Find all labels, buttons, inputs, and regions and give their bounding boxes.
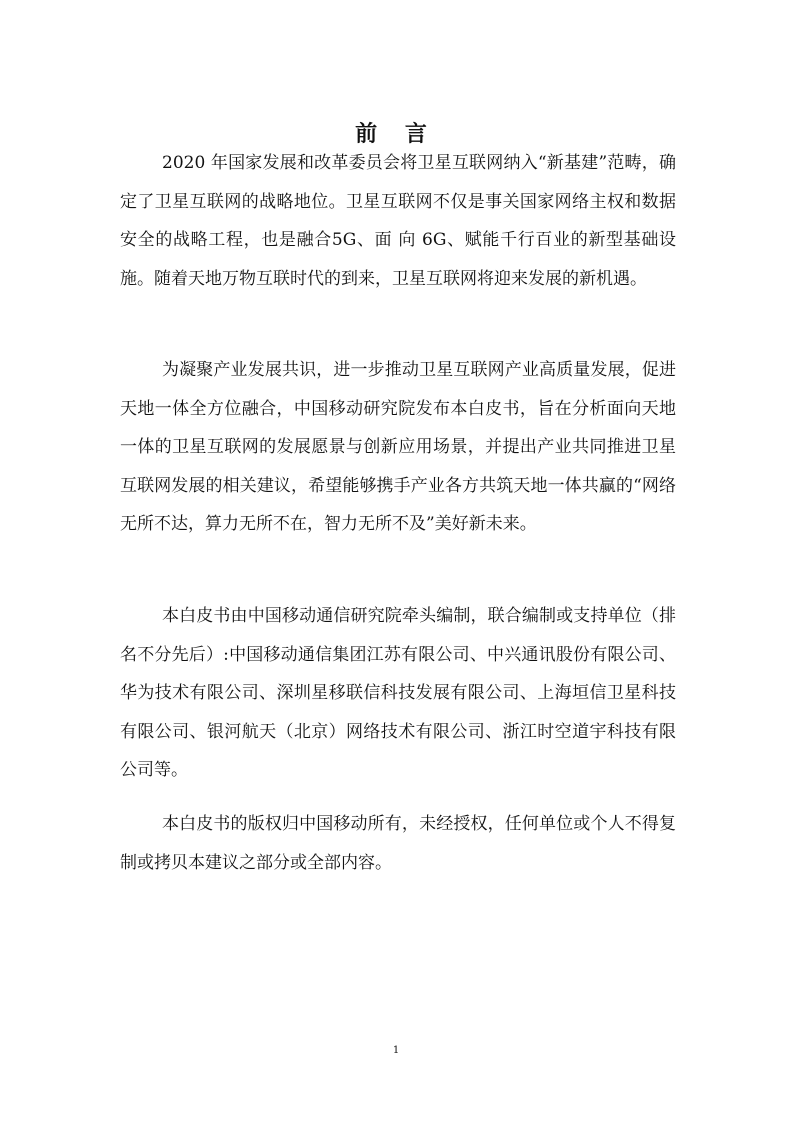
page-number: 1 (392, 1045, 400, 1056)
paragraph-purpose: 为凝聚产业发展共识，进一步推动卫星互联网产业高质量发展，促进天地一体全方位融合，中国移动研究院发布本白皮书，旨在分析面向天地一体的卫星互联网的发展愿景与创新应用场景，并提出产业共同推进卫星互联网发展的相关建议，希望能够携手产业各方共筑天地一体共赢的“网络无所不达，算力无所不在，智力无所不及”美好新未来。 (120, 360, 676, 534)
paragraph-copyright: 本白皮书的版权归中国移动所有，未经授权，任何单位或个人不得复制或拷贝本建议之部分或全部内容。 (120, 814, 676, 873)
page-title: 前 言 (355, 121, 437, 147)
paragraph-background: 2020 年国家发展和改革委员会将卫星互联网纳入“新基建”范畴，确定了卫星互联网的战略地位。卫星互联网不仅是事关国家网络主权和数据安全的战略工程，也是融合5G、面 向 6G、赋能千行百业的新型基础设施。随着天地万物互联时代的到来，卫星互联网将迎来发展的新机遇。 (120, 153, 676, 289)
paragraph-contributors: 本白皮书由中国移动通信研究院牵头编制，联合编制或支持单位（排名不分先后）:中国移动通信集团江苏有限公司、中兴通讯股份有限公司、华为技术有限公司、深圳星移联信科技发展有限公司、上海垣信卫星科技有限公司、银河航天（北京）网络技术有限公司、浙江时空道宇科技有限公司等。 (120, 606, 676, 780)
